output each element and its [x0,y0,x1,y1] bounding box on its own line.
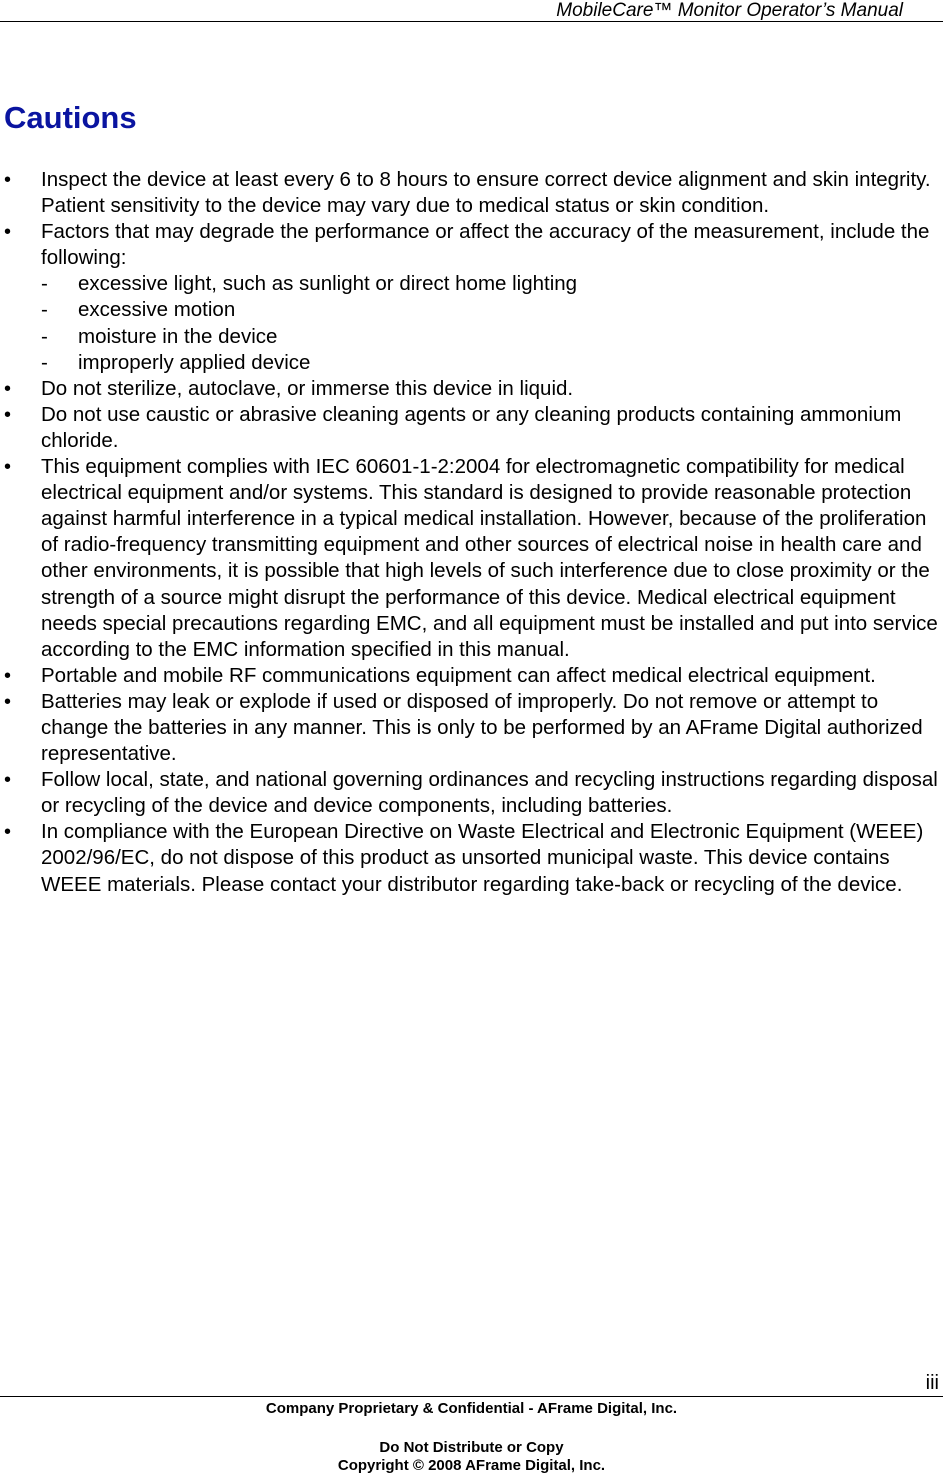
caution-text: Do not use caustic or abrasive cleaning agents or any cleaning products containing ammonium chloride. [41,402,902,452]
caution-subitem [0,297,943,323]
caution-item [0,689,943,767]
caution-item [0,167,943,219]
caution-subitem [0,271,943,297]
caution-subitem-text: excessive light, such as sunlight or direct home lighting [78,272,578,296]
page-header-title: MobileCare™ Monitor Operator’s Manual [556,0,903,21]
caution-text: Batteries may leak or explode if used or disposed of improperly. Do not remove or attempt to change the batteries in any manner. This is only to be performed by an AFrame Digital authorized representative. [41,689,923,766]
caution-text: Do not sterilize, autoclave, or immerse this device in liquid. [41,376,574,400]
bullet-icon: • [4,169,12,191]
footer-confidential: Company Proprietary & Confidential - AFrame Digital, Inc. [265,1400,678,1417]
bullet-icon: • [4,690,12,713]
dash-icon: - [41,298,48,322]
caution-subitem-text: improperly applied device [78,350,311,374]
caution-item [0,376,943,402]
bullet-icon: • [4,221,12,244]
dash-icon: - [41,350,48,374]
caution-text: In compliance with the European Directive on Waste Electrical and Electronic Equipment (WEEE) 2002/96/EC, do not dispose of this product as unsorted municipal waste. This device contains WEEE materials. Please contact your distributor regarding take-back or recycling of the device. [41,820,924,896]
caution-subitem-text: excessive motion [78,298,236,322]
bullet-icon: • [4,377,12,400]
caution-item [0,663,943,689]
caution-text: Factors that may degrade the performance or affect the accuracy of the measurement, include the following: [41,220,930,270]
bullet-icon: • [4,456,12,479]
header-rule [0,21,943,22]
caution-subitem [0,350,943,376]
footer-distribution: Do Not Distribute or Copy [379,1439,564,1456]
caution-text: This equipment complies with IEC 60601-1-2:2004 for electromagnetic compatibility for medical electrical equipment and/or systems. This standard is designed to provide reasonable protection against harmful interference in a typical medical installation. However, because of the proliferation of radio-frequency transmitting equipment and other sources of electrical noise in health care and other environments, it is possible that high levels of such interference due to close proximity or the strength of a source might disrupt the performance of this device. Medical electrical equipment needs special precautions regarding EMC, and all equipment must be installed and put into service according to the EMC information specified in this manual. [41,455,938,661]
caution-item [0,454,943,663]
bullet-icon: • [4,403,12,426]
dash-icon: - [41,324,48,348]
caution-item [0,819,943,897]
caution-item [0,767,943,819]
caution-subitem-text: moisture in the device [78,324,278,348]
caution-list [0,167,943,898]
bullet-icon: • [4,821,12,844]
caution-item [0,219,943,271]
caution-text: Follow local, state, and national governing ordinances and recycling instructions regarding disposal or recycling of the device and device components, including batteries. [41,768,938,818]
bullet-icon: • [4,664,12,687]
section-heading: Cautions [4,100,137,135]
caution-item [0,402,943,454]
page-number: iii [925,1372,939,1394]
caution-text: Inspect the device at least every 6 to 8 hours to ensure correct device alignment and skin integrity. Patient sensitivity to the device may vary due to medical status or skin condition. [41,168,931,218]
footer-copyright: Copyright © 2008 AFrame Digital, Inc. [337,1457,606,1474]
caution-text: Portable and mobile RF communications equipment can affect medical electrical equipment. [41,663,876,687]
caution-subitem [0,324,943,350]
bullet-icon: • [4,769,12,792]
footer-rule [0,1396,943,1397]
dash-icon: - [41,272,48,296]
